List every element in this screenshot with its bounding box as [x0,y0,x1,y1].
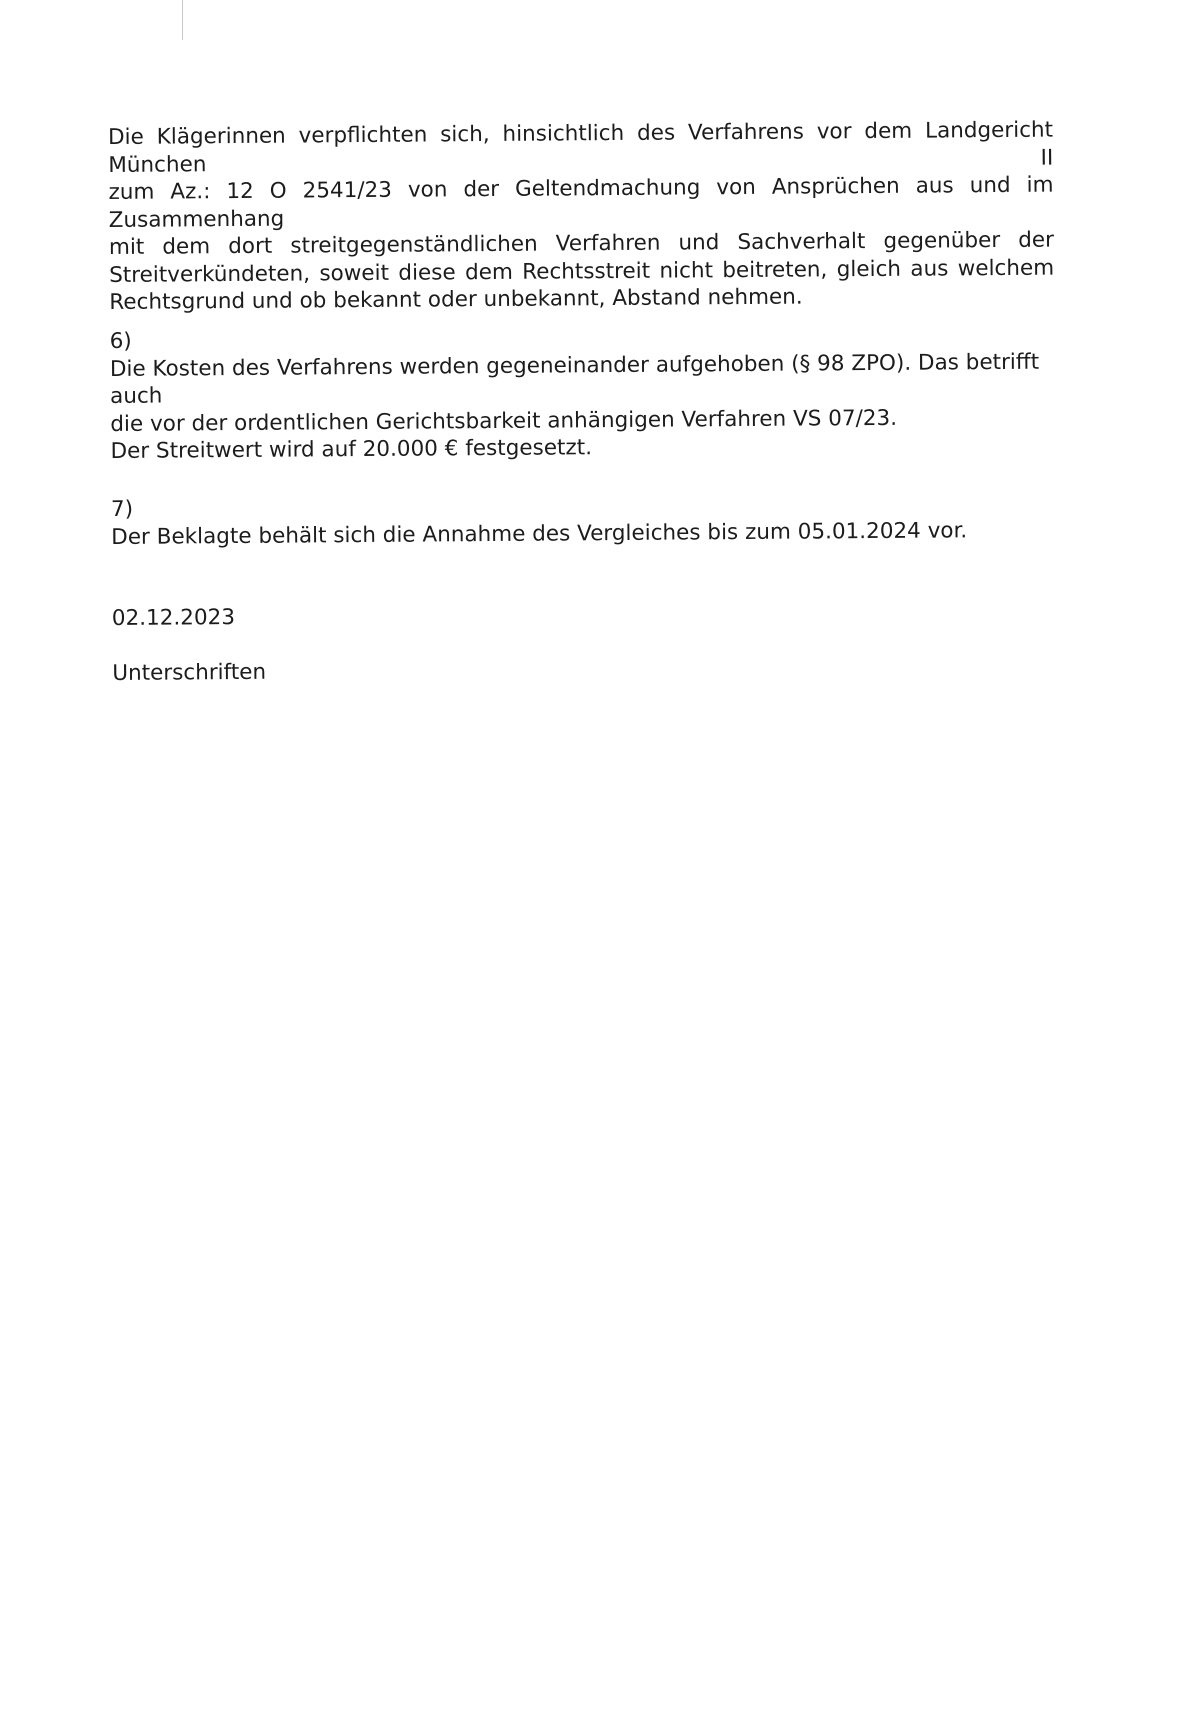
document-date [112,598,1057,633]
section-6-line: Die Kosten des Verfahrens werden gegeneinander aufgehoben (§ 98 ZPO). Das betrifft auch [109,349,1040,409]
section-6 [110,321,1056,466]
signatures-label: Unterschriften [112,659,267,686]
intro-line: Streitverkündeten, soweit diese dem Rechtsstreit nicht beitreten, gleich aus welchem [109,255,1055,288]
section-6-line: die vor der ordentlichen Gerichtsbarkeit anhängigen Verfahren VS 07/23. [110,405,898,437]
intro-line: zum Az.: 12 O 2541/23 von der Geltendmachung von Ansprüchen aus und im Zusammenhang [108,172,1054,233]
intro-line: Rechtsgrund und ob bekannt oder unbekannt, Abstand nehmen. [109,284,803,315]
intro-line: Die Klägerinnen verpflichten sich, hinsichtlich des Verfahrens vor dem Landgericht München II [107,117,1054,178]
section-7 [111,489,1056,551]
signatures-section [112,653,1057,688]
section-6-line: Der Streitwert wird auf 20.000 € festgesetzt. [110,435,593,464]
intro-paragraph [108,117,1054,317]
date-text: 02.12.2023 [111,605,236,631]
section-6-number: 6) [109,328,132,354]
section-7-text: Der Beklagte behält sich die Annahme des Vergleiches bis zum 05.01.2024 vor. [111,517,968,550]
intro-line: mit dem dort streitgegenständlichen Verfahren und Sachverhalt gegenüber der [108,227,1055,260]
section-7-number: 7) [110,496,134,522]
scan-edge-mark [182,0,183,40]
